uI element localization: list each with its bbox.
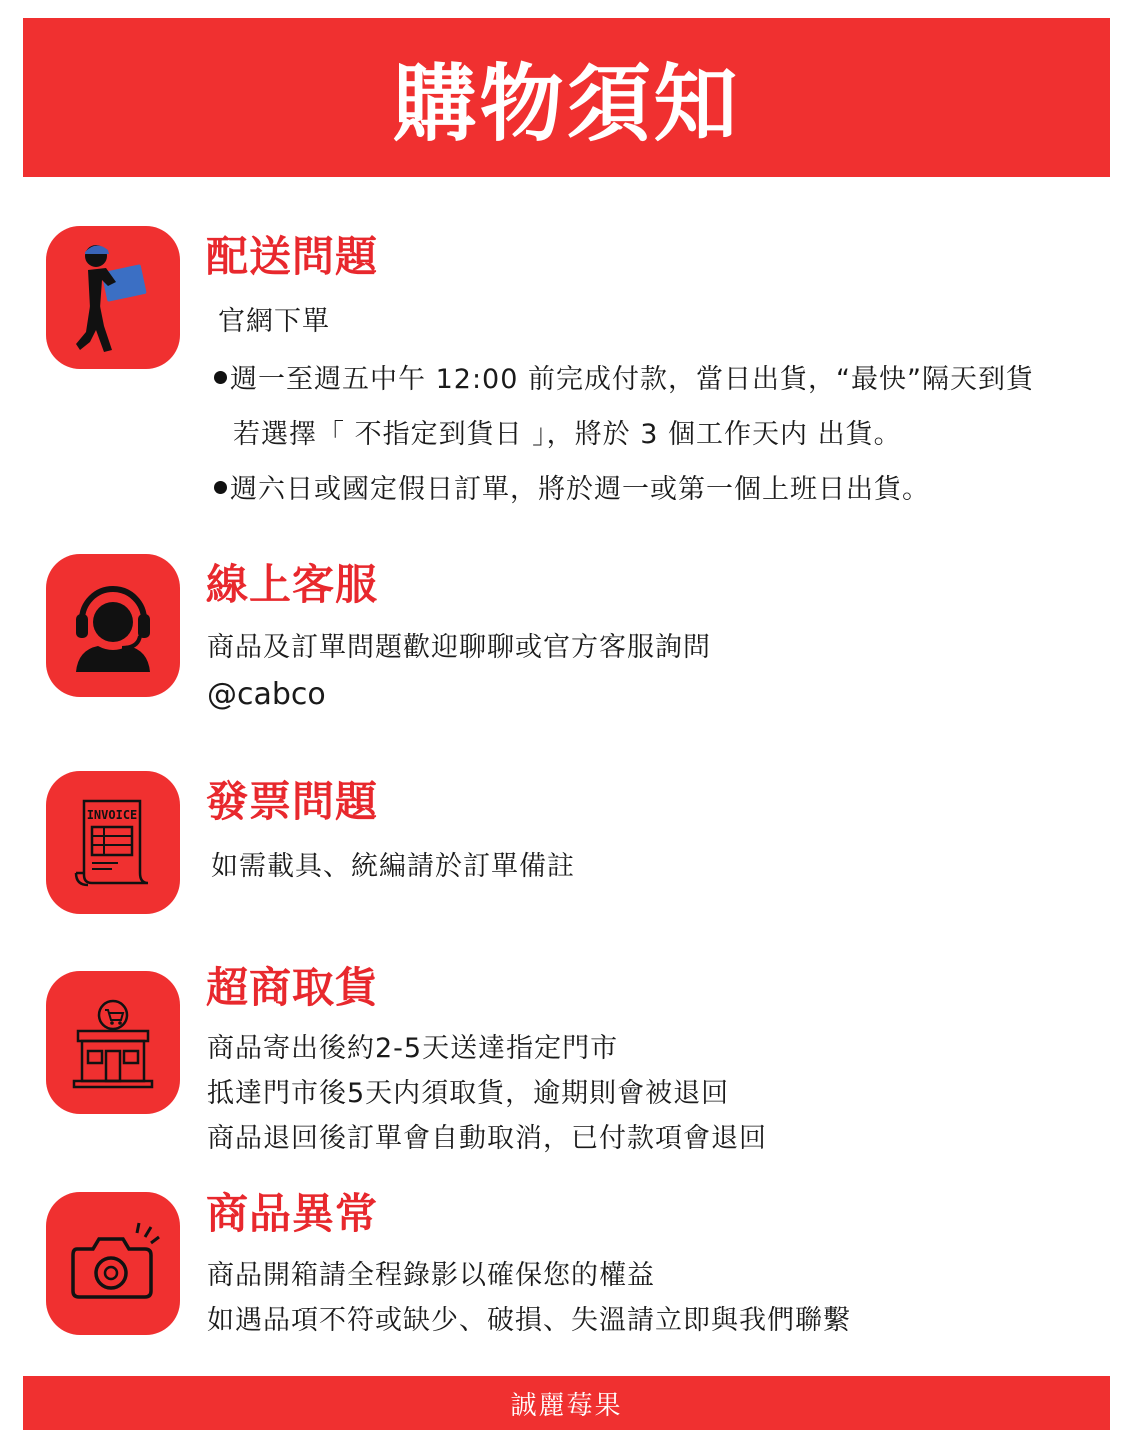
delivery-icon-box (46, 226, 180, 369)
anomaly-icon-box (46, 1192, 180, 1335)
camera-icon (65, 1219, 161, 1309)
delivery-line-1: 週一至週五中午 12:00 前完成付款，當日出貨，“最快”隔天到貨 (230, 364, 1034, 395)
delivery-bullet-2 (214, 476, 930, 503)
service-icon-box (46, 554, 180, 697)
pickup-line-1: 商品寄出後約2-5天送達指定門市 (207, 1033, 619, 1064)
headset-agent-icon (68, 576, 158, 676)
invoice-icon (68, 793, 158, 893)
invoice-icon-box (46, 771, 180, 914)
delivery-bullet-1 (214, 366, 1034, 393)
invoice-icon-label: INVOICE (86, 807, 138, 822)
delivery-line-3: 週六日或國定假日訂單，將於週一或第一個上班日出貨。 (230, 474, 930, 505)
bullet-icon (214, 481, 227, 494)
anomaly-line-1: 商品開箱請全程錄影以確保您的權益 (207, 1260, 655, 1291)
store-icon (68, 993, 158, 1093)
invoice-title: 發票問題 (206, 777, 379, 826)
anomaly-title: 商品異常 (206, 1189, 379, 1238)
service-line-2: @cabco (207, 677, 326, 712)
anomaly-line-2: 如遇品項不符或缺少、破損、失溫請立即與我們聯繫 (207, 1305, 851, 1336)
footer-brand: 誠麗莓果 (510, 1390, 623, 1421)
delivery-title: 配送問題 (206, 232, 379, 281)
page-title: 購物須知 (392, 55, 741, 153)
page-footer (23, 1376, 1110, 1430)
pickup-title: 超商取貨 (206, 963, 379, 1012)
service-line-1: 商品及訂單問題歡迎聊聊或官方客服詢問 (207, 632, 711, 663)
page-header (23, 18, 1110, 177)
invoice-line-1: 如需載具、統編請於訂單備註 (211, 851, 575, 882)
pickup-line-2: 抵達門市後5天内須取貨，逾期則會被退回 (207, 1078, 730, 1109)
bullet-icon (214, 371, 227, 384)
pickup-line-3: 商品退回後訂單會自動取消，已付款項會退回 (207, 1123, 767, 1154)
delivery-subtitle: 官網下單 (218, 306, 330, 337)
delivery-line-2: 若選擇「 不指定到貨日 」，將於 3 個工作天内 出貨。 (233, 419, 902, 450)
service-title: 線上客服 (206, 560, 379, 609)
pickup-icon-box (46, 971, 180, 1114)
delivery-person-icon (68, 238, 158, 358)
